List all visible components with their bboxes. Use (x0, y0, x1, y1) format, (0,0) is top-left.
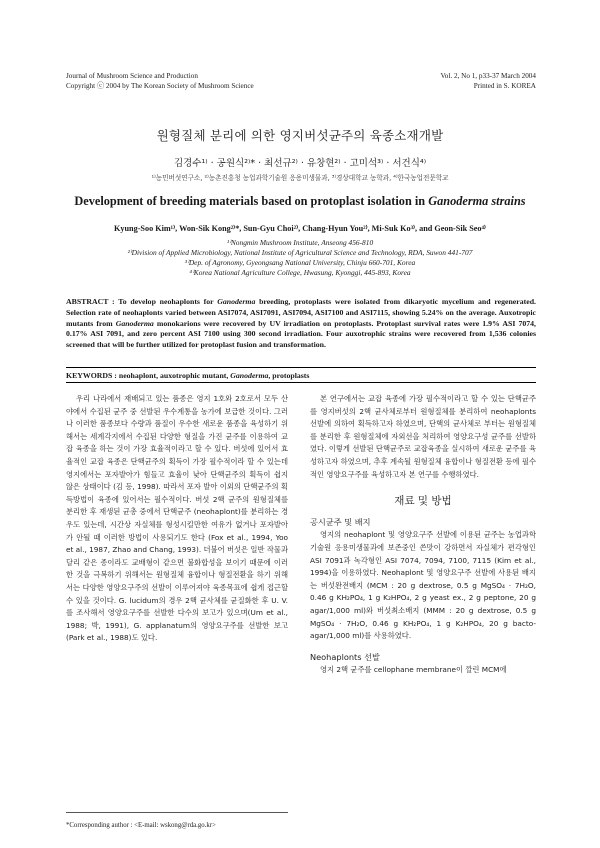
keywords-bottom-rule (66, 382, 536, 383)
subsection-title-neohaplonts: Neohaplonts 선발 (310, 651, 380, 662)
keywords-text-2: , protoplasts (268, 371, 310, 380)
affiliation-1: ¹⁾Nongmin Mushroom Institute, Anseong 456-810 (226, 238, 374, 247)
volume-info: Vol. 2, No 1, p33-37 March 2004 (440, 72, 536, 80)
keywords-top-rule (66, 367, 536, 368)
subsection-title-strains: 공시균주 및 배지 (310, 516, 371, 527)
korean-authors: 김경수¹⁾ · 공원식²⁾* · 최선규²⁾ · 유창현²⁾ · 고미석³⁾ · 서건식⁴⁾ (173, 158, 427, 169)
copyright-line: Copyright ⓒ 2004 by The Korean Society of Mushroom Science (66, 82, 254, 90)
section-title-methods: 재료 및 방법 (394, 495, 452, 508)
keywords-italic: Ganoderma (230, 371, 269, 380)
abstract-italic-1: Ganoderma (217, 297, 256, 306)
abstract-text-3: monokarions were recovered by UV irradiation on protoplasts. Protoplast survival rates were 1.9% ASI 7074, 0.17% ASI 7091, and zero percent ASI 7100 using 300 second irradiation. Four auxotrophic strains were recovered from 1,536 colonies screened that will be further utilized for protoplast fusion and transformation. (66, 318, 536, 350)
footnote-rule (66, 812, 288, 813)
corresponding-author-footnote: *Corresponding author : <E-mail: wskong@rda.go.kr> (66, 822, 216, 829)
keywords (66, 371, 309, 380)
english-authors: Kyung-Soo Kim¹⁾, Won-Sik Kong²⁾*, Sun-Gyu Choi²⁾, Chang-Hyun You²⁾, Mi-Suk Ko³⁾, and Geon-Sik Seo⁴⁾ (114, 224, 486, 233)
affiliation-2: ²⁾Division of Applied Microbiology, National Institute of Agricultural Science and Technology, RDA, Suwon 441-707 (127, 248, 473, 257)
neohaplonts-paragraph: 영지 2핵 균주를 cellophane membrane이 깔린 MCM에 (320, 665, 507, 675)
english-title-italic: Ganoderma strains (428, 194, 526, 208)
printed-info: Printed in S. KOREA (473, 82, 536, 90)
abstract-text-2: breeding, protoplasts were isolated from dikaryotic mycelium and regenerated. Selection rate of neohaplonts varied between ASI7074, ASI7091, ASI7094, ASI7100 and ASI7115, showing 5.24% on the average. Auxotropic mutants from (66, 297, 536, 328)
journal-name: Journal of Mushroom Science and Production (66, 72, 198, 80)
strains-paragraph: 영지의 neohaplont 및 영양요구주 선발에 이용된 균주는 농업과학기술원 응용미생물과에 보존중인 쓴맛이 강하면서 자실체가 편각형인 ASI 7091과 녹각형인 ASI 7074, 7094, 7100, 7115 (Kim et al., 1994)을 이용하였다. Neohaplont 및 영양요구주 선발에 사용된 배지는 버섯완전배지 (MCM : 20 g dextrose, 0.5 g MgSO₄ · 7H₂O, 0.46 g KH₂PO₄, 1 g K₂HPO₄, 2 g yeast ex., 2 g peptone, 20 g agar/1,000 ml)와 버섯최소배지 (MMM : 20 g dextrose, 0.5 g MgSO₄ · 7H₂O, 0.46 g KH₂PO₄, 1 g K₂HPO₄, 20 g bacto-agar/1,000 ml)를 사용하였다. (310, 530, 536, 641)
abstract (66, 297, 536, 351)
english-title (0, 194, 600, 209)
korean-title: 원형질체 분리에 의한 영지버섯균주의 육종소재개발 (156, 128, 444, 143)
abstract-text-1: To develop neohaplonts for (114, 297, 218, 306)
left-column (66, 393, 288, 645)
objective-paragraph: 본 연구에서는 교잡 육종에 가장 필수적이라고 할 수 있는 단핵균주를 영지버섯의 2핵 균사체로부터 원형질체를 분리하여 neohaplonts 선발에 의하여 획득하고자 하였으며, 단핵의 균사체로 부터는 원형질체를 분리한 후 원형질체에 자외선을 처리하여 영양요구성 균주를 선발하였다. 이렇게 선발된 단핵균주로 교잡육종을 실시하여 새로운 균주를 육성하고자 하였으며, 추후 계속될 원형질체 융합이나 형질전환 등에 필수적인 영양요구주를 육성하고자 본 연구를 수행하였다. (310, 394, 536, 479)
intro-paragraph: 우리 나라에서 재배되고 있는 품종은 영지 1호와 2호로서 모두 산야에서 수집된 균주 중 선발된 우수계통을 농가에 보급한 것이다. 그러나 이러한 품종보다 수량과 품질이 우수한 새로운 품종을 육성하기 위해서는 세계각지에서 수집된 다양한 형질을 가진 균주를 이용하여 교잡 육종을 하는 것이 가장 효율적이라고 할 수 있다. 버섯에 있어서 효율적인 교잡 육종은 단핵균주의 획득이 가장 필수적이라 할 수 있는데 영지에서는 포자발아가 힘들고 효율이 낮아 단핵균주의 획득이 쉽지 않은 상태이다 (김 등, 1998). 따라서 포자 발아 이외의 단핵균주의 획득방법이 육종에 있어서는 필수적이다. 버섯 2핵 균주의 원형질체를 분리한 후 재생된 균총 중에서 단핵균주 (neohaplont)를 분리하는 경우도 있는데, 시간상 자실체를 형성시킬만한 여유가 없거나 포자발아가 안될 때 이러한 방법이 사용되기도 한다 (Fox et al., 1994, Yoo et al., 1987, Zhao and Chang, 1993). 더불어 버섯은 일반 작물과 달리 같은 종이라도 교배형이 같으면 불화합성을 보이기 때문에 이러한 것을 극복하기 위해서는 원형질체 융합이나 형질전환을 하기 위해서는 다양한 영양요구주의 선발이 이루어져야 육종목표에 쉽게 접근할 수 있을 것이다. G. lucidum의 경우 2핵 균사체를 균질화한 후 U. V.를 조사해서 영양요구주를 선발한 다수의 보고가 있으며(Um et al., 1988; 박, 1991), G. applanatum의 영양요구주를 선발한 보고 (Park et al., 1988)도 있다. (66, 394, 288, 643)
english-title-main: Development of breeding materials based on protoplast isolation in (74, 194, 429, 208)
keywords-label: KEYWORDS : (66, 371, 117, 380)
affiliation-3: ³⁾Dep. of Agronomy, Gyeongsang National University, Chinju 660-701, Korea (184, 258, 416, 267)
keywords-text-1: neohaplont, auxotrophic mutant, (116, 371, 231, 380)
abstract-label: ABSTRACT : (66, 297, 115, 306)
korean-affiliations: ¹⁾농민버섯연구소, ²⁾농촌진흥청 농업과학기술원 응용미생물과, ³⁾경상대학교 농학과, ⁴⁾한국농업전문학교 (151, 174, 449, 182)
right-column (310, 393, 536, 677)
abstract-italic-2: Ganoderma (115, 318, 154, 328)
affiliation-4: ⁴⁾Korea National Agriculture College, Hwasung, Kyonggi, 445-893, Korea (189, 268, 411, 277)
